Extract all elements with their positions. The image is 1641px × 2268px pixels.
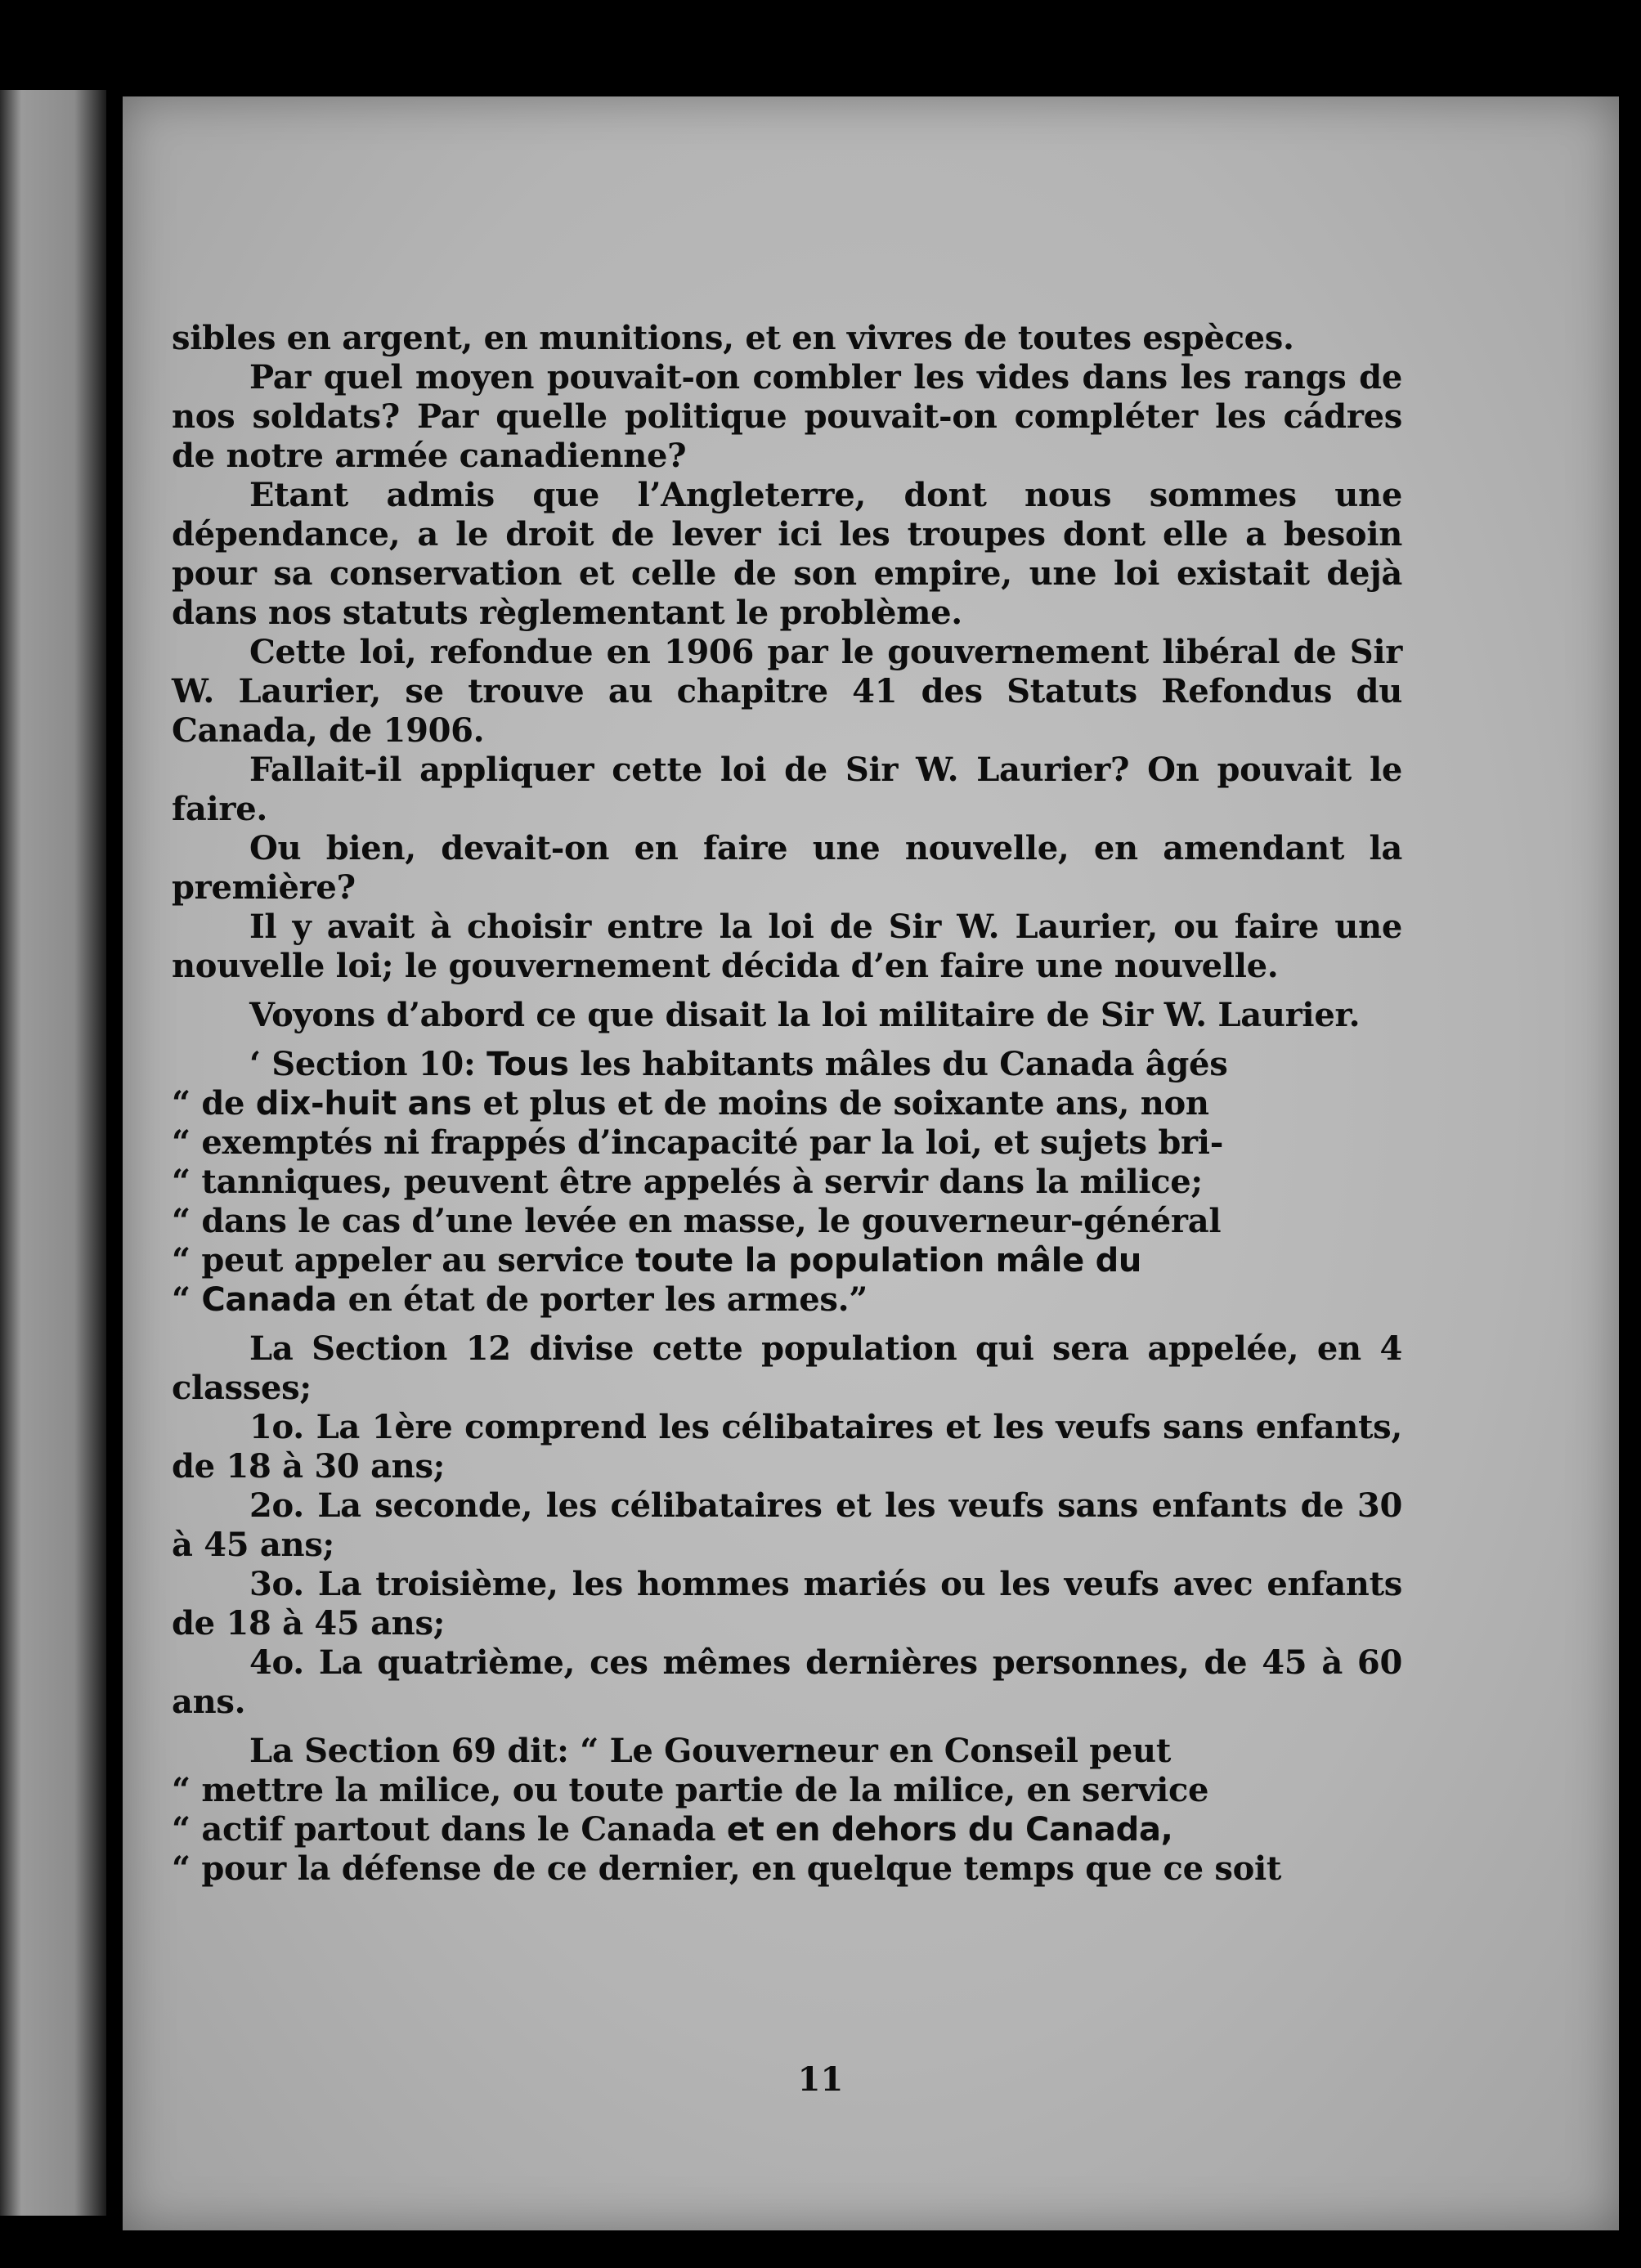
class-item: 1o. La 1ère comprend les célibataires et les veufs sans enfants, de 18 à 30 ans;: [172, 1408, 1402, 1486]
adjacent-page-edge: [0, 90, 106, 2216]
paragraph: Fallait-il appliquer cette loi de Sir W. Laurier? On pouvait le faire.: [172, 751, 1402, 828]
paragraph: Voyons d’abord ce que disait la loi militaire de Sir W. Laurier.: [249, 996, 1361, 1034]
class-item: 2o. La seconde, les célibataires et les veufs sans enfants de 30 à 45 ans;: [172, 1486, 1402, 1564]
paragraph: Ou bien, devait-on en faire une nouvelle, en amendant la première?: [172, 829, 1402, 907]
body-text: [172, 319, 1402, 1889]
paragraph: sibles en argent, en munitions, et en vivres de toutes espèces.: [172, 319, 1294, 357]
quoted-law-section-69: La Section 69 dit: “ Le Gouverneur en Conseil peut “ mettre la milice, ou toute partie de la milice, en service “ actif partout dans le Canada et en dehors du Canada, “ pour la défense de ce dernier, en quelque temps que ce soit: [172, 1732, 1282, 1888]
paragraph-section-12: La Section 12 divise cette population qui sera appelée, en 4 classes;: [172, 1329, 1402, 1407]
paragraph: Par quel moyen pouvait-on combler les vides dans les rangs de nos soldats? Par quelle politique pouvait-on compléter les cádres de notre armée canadienne?: [172, 358, 1402, 475]
quoted-law-section-10: ‘ Section 10: Tous les habitants mâles du Canada âgés “ de dix-huit ans et plus et de moins de soixante ans, non “ exemptés ni frappés d’incapacité par la loi, et sujets bri- “ tanniques, peuvent être appelés à servir dans la milice; “ dans le cas d’une levée en masse, le gouverneur-général “ peut appeler au service toute la population mâle du “ Canada en état de porter les armes.”: [172, 1045, 1228, 1319]
class-item: 4o. La quatrième, ces mêmes dernières personnes, de 45 à 60 ans.: [172, 1643, 1402, 1721]
paragraph: Etant admis que l’Angleterre, dont nous sommes une dépendance, a le droit de lever ici les troupes dont elle a besoin pour sa conservation et celle de son empire, une loi existait dejà dans nos statuts règlementant le problème.: [172, 476, 1402, 632]
paragraph: Il y avait à choisir entre la loi de Sir W. Laurier, ou faire une nouvelle loi; le gouvernement décida d’en faire une nouvelle.: [172, 908, 1402, 985]
class-item: 3o. La troisième, les hommes mariés ou les veufs avec enfants de 18 à 45 ans;: [172, 1565, 1402, 1643]
paragraph: Cette loi, refondue en 1906 par le gouvernement libéral de Sir W. Laurier, se trouve au chapitre 41 des Statuts Refondus du Canada, de 1906.: [172, 633, 1402, 750]
page-number: 11: [797, 2060, 844, 2099]
